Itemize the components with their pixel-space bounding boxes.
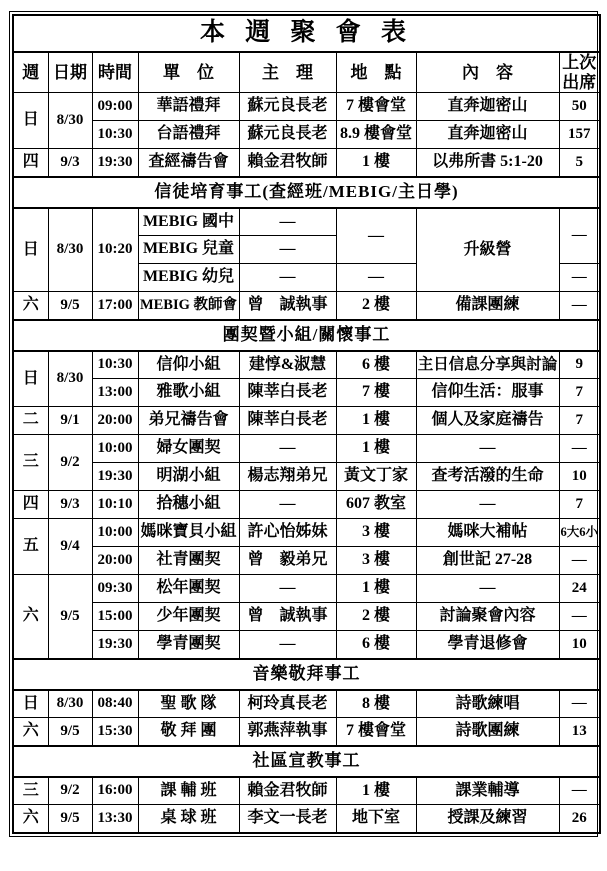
cell-unit: 華語禮拜 bbox=[138, 93, 239, 121]
section-title: 音樂敬拜事工 bbox=[13, 659, 600, 690]
cell-unit: 課 輔 班 bbox=[138, 777, 239, 805]
section-title: 團契暨小組/關懷事工 bbox=[13, 320, 600, 351]
cell-unit: 婦女團契 bbox=[138, 435, 239, 463]
section-row bbox=[13, 746, 600, 777]
table-row bbox=[13, 292, 600, 320]
cell-date: 9/2 bbox=[48, 435, 92, 491]
cell-date: 8/30 bbox=[48, 690, 92, 718]
cell-time: 19:30 bbox=[92, 149, 138, 177]
cell-place: 7 樓會堂 bbox=[336, 718, 416, 746]
section-title: 信徒培育事工(查經班/MEBIG/主日學) bbox=[13, 177, 600, 208]
cell-content: — bbox=[416, 575, 559, 603]
table-row bbox=[13, 463, 600, 491]
cell-time: 19:30 bbox=[92, 631, 138, 659]
cell-date: 8/30 bbox=[48, 208, 92, 292]
cell-place: 1 樓 bbox=[336, 777, 416, 805]
cell-place: 6 樓 bbox=[336, 631, 416, 659]
cell-leader: 賴金君牧師 bbox=[239, 149, 336, 177]
cell-time: 20:00 bbox=[92, 407, 138, 435]
cell-attendance: — bbox=[559, 690, 600, 718]
table-row bbox=[13, 718, 600, 746]
cell-date: 9/3 bbox=[48, 149, 92, 177]
table-row bbox=[13, 777, 600, 805]
cell-time: 10:30 bbox=[92, 121, 138, 149]
col-header-leader: 主 理 bbox=[239, 52, 336, 93]
cell-leader: 許心怡姊妹 bbox=[239, 519, 336, 547]
cell-unit: 松年團契 bbox=[138, 575, 239, 603]
cell-unit: MEBIG 教師會 bbox=[138, 292, 239, 320]
cell-time: 16:00 bbox=[92, 777, 138, 805]
cell-attendance: 5 bbox=[559, 149, 600, 177]
cell-leader: 曾 誠執事 bbox=[239, 603, 336, 631]
cell-place: 607 教室 bbox=[336, 491, 416, 519]
cell-unit: 桌 球 班 bbox=[138, 805, 239, 833]
cell-time: 13:00 bbox=[92, 379, 138, 407]
cell-leader: 賴金君牧師 bbox=[239, 777, 336, 805]
section-row bbox=[13, 177, 600, 208]
cell-place: 8 樓 bbox=[336, 690, 416, 718]
schedule-sheet bbox=[9, 11, 598, 837]
cell-unit: 台語禮拜 bbox=[138, 121, 239, 149]
table-row bbox=[13, 603, 600, 631]
cell-unit: 社青團契 bbox=[138, 547, 239, 575]
cell-unit: 查經禱告會 bbox=[138, 149, 239, 177]
section-title: 社區宣教事工 bbox=[13, 746, 600, 777]
cell-time: 08:40 bbox=[92, 690, 138, 718]
cell-leader: — bbox=[239, 208, 336, 236]
cell-week: 四 bbox=[13, 491, 48, 519]
cell-content: — bbox=[416, 435, 559, 463]
cell-unit: MEBIG 幼兒 bbox=[138, 264, 239, 292]
weekly-meeting-table bbox=[12, 14, 601, 834]
cell-leader: 陳莘白長老 bbox=[239, 379, 336, 407]
cell-week: 四 bbox=[13, 149, 48, 177]
table-row bbox=[13, 491, 600, 519]
cell-week: 六 bbox=[13, 718, 48, 746]
cell-leader: — bbox=[239, 264, 336, 292]
col-header-time: 時間 bbox=[92, 52, 138, 93]
cell-unit: 信仰小組 bbox=[138, 351, 239, 379]
cell-attendance: 26 bbox=[559, 805, 600, 833]
cell-date: 8/30 bbox=[48, 93, 92, 149]
col-header-attendance bbox=[559, 52, 600, 93]
cell-time: 19:30 bbox=[92, 463, 138, 491]
col-header-week: 週 bbox=[13, 52, 48, 93]
cell-attendance: 7 bbox=[559, 379, 600, 407]
cell-week: 日 bbox=[13, 93, 48, 149]
cell-time: 10:10 bbox=[92, 491, 138, 519]
cell-leader: 蘇元良長老 bbox=[239, 93, 336, 121]
cell-time: 17:00 bbox=[92, 292, 138, 320]
cell-place: 黃文丁家 bbox=[336, 463, 416, 491]
cell-date: 9/5 bbox=[48, 718, 92, 746]
cell-leader: 曾 誠執事 bbox=[239, 292, 336, 320]
cell-place: 8.9 樓會堂 bbox=[336, 121, 416, 149]
cell-content: 創世記 27-28 bbox=[416, 547, 559, 575]
col-header-unit: 單 位 bbox=[138, 52, 239, 93]
cell-place: 地下室 bbox=[336, 805, 416, 833]
cell-time: 10:00 bbox=[92, 435, 138, 463]
cell-date: 9/2 bbox=[48, 777, 92, 805]
cell-unit: MEBIG 國中 bbox=[138, 208, 239, 236]
cell-place: 6 樓 bbox=[336, 351, 416, 379]
cell-content: 個人及家庭禱告 bbox=[416, 407, 559, 435]
section-row bbox=[13, 320, 600, 351]
cell-time: 20:00 bbox=[92, 547, 138, 575]
cell-place: 2 樓 bbox=[336, 292, 416, 320]
cell-date: 8/30 bbox=[48, 351, 92, 407]
cell-week: 日 bbox=[13, 690, 48, 718]
title-row bbox=[13, 15, 600, 52]
cell-leader: — bbox=[239, 575, 336, 603]
cell-attendance: 7 bbox=[559, 491, 600, 519]
cell-unit: 媽咪寶貝小組 bbox=[138, 519, 239, 547]
cell-attendance: 7 bbox=[559, 407, 600, 435]
cell-content: — bbox=[416, 491, 559, 519]
cell-date: 9/5 bbox=[48, 805, 92, 833]
cell-leader: 建惇&淑慧 bbox=[239, 351, 336, 379]
table-row bbox=[13, 149, 600, 177]
cell-place: — bbox=[336, 208, 416, 264]
cell-week: 三 bbox=[13, 777, 48, 805]
cell-leader: 蘇元良長老 bbox=[239, 121, 336, 149]
cell-date: 9/1 bbox=[48, 407, 92, 435]
cell-content: 課業輔導 bbox=[416, 777, 559, 805]
cell-content: 查考活潑的生命 bbox=[416, 463, 559, 491]
cell-leader: 柯玲真長老 bbox=[239, 690, 336, 718]
cell-place: 7 樓 bbox=[336, 379, 416, 407]
col-header-place: 地 點 bbox=[336, 52, 416, 93]
cell-date: 9/5 bbox=[48, 292, 92, 320]
cell-content: 討論聚會內容 bbox=[416, 603, 559, 631]
cell-unit: 學青團契 bbox=[138, 631, 239, 659]
cell-time: 13:30 bbox=[92, 805, 138, 833]
cell-week: 日 bbox=[13, 351, 48, 407]
cell-attendance: 24 bbox=[559, 575, 600, 603]
cell-week: 二 bbox=[13, 407, 48, 435]
cell-unit: 聖 歌 隊 bbox=[138, 690, 239, 718]
cell-unit: 拾穗小組 bbox=[138, 491, 239, 519]
table-row bbox=[13, 379, 600, 407]
table-row bbox=[13, 407, 600, 435]
cell-time: 15:30 bbox=[92, 718, 138, 746]
cell-content: 備課團練 bbox=[416, 292, 559, 320]
cell-week: 六 bbox=[13, 805, 48, 833]
cell-place: 1 樓 bbox=[336, 149, 416, 177]
cell-attendance: 10 bbox=[559, 631, 600, 659]
cell-leader: — bbox=[239, 435, 336, 463]
cell-attendance: 6大6小 bbox=[559, 519, 600, 547]
col-header-attendance-line2: 出席 bbox=[562, 72, 597, 92]
schedule-body bbox=[13, 93, 600, 833]
cell-place: 7 樓會堂 bbox=[336, 93, 416, 121]
cell-content: 詩歌練唱 bbox=[416, 690, 559, 718]
cell-attendance: — bbox=[559, 547, 600, 575]
cell-place: 3 樓 bbox=[336, 547, 416, 575]
cell-attendance: 10 bbox=[559, 463, 600, 491]
cell-place: — bbox=[336, 264, 416, 292]
cell-date: 9/5 bbox=[48, 575, 92, 659]
col-header-date: 日期 bbox=[48, 52, 92, 93]
cell-attendance: — bbox=[559, 264, 600, 292]
cell-time: 15:00 bbox=[92, 603, 138, 631]
cell-attendance: — bbox=[559, 208, 600, 264]
cell-content: 學青退修會 bbox=[416, 631, 559, 659]
cell-week: 日 bbox=[13, 208, 48, 292]
cell-week: 五 bbox=[13, 519, 48, 575]
cell-content: 以弗所書 5:1-20 bbox=[416, 149, 559, 177]
section-row bbox=[13, 659, 600, 690]
cell-content: 媽咪大補帖 bbox=[416, 519, 559, 547]
cell-place: 1 樓 bbox=[336, 435, 416, 463]
cell-place: 3 樓 bbox=[336, 519, 416, 547]
col-header-attendance-line1: 上次 bbox=[562, 53, 597, 72]
cell-unit: 少年團契 bbox=[138, 603, 239, 631]
table-row bbox=[13, 690, 600, 718]
table-row bbox=[13, 547, 600, 575]
cell-date: 9/4 bbox=[48, 519, 92, 575]
cell-unit: 敬 拜 團 bbox=[138, 718, 239, 746]
column-header-row bbox=[13, 52, 600, 93]
table-row bbox=[13, 93, 600, 121]
cell-leader: 郭燕萍執事 bbox=[239, 718, 336, 746]
cell-attendance: — bbox=[559, 292, 600, 320]
cell-attendance: 9 bbox=[559, 351, 600, 379]
cell-unit: 雅歌小組 bbox=[138, 379, 239, 407]
cell-attendance: — bbox=[559, 603, 600, 631]
table-row bbox=[13, 351, 600, 379]
cell-unit: MEBIG 兒童 bbox=[138, 236, 239, 264]
cell-place: 2 樓 bbox=[336, 603, 416, 631]
cell-attendance: 157 bbox=[559, 121, 600, 149]
cell-attendance: 50 bbox=[559, 93, 600, 121]
cell-leader: 曾 毅弟兄 bbox=[239, 547, 336, 575]
table-row bbox=[13, 435, 600, 463]
cell-content: 直奔迦密山 bbox=[416, 93, 559, 121]
cell-leader: 李文一長老 bbox=[239, 805, 336, 833]
table-row bbox=[13, 805, 600, 833]
cell-time: 10:30 bbox=[92, 351, 138, 379]
cell-place: 1 樓 bbox=[336, 575, 416, 603]
cell-time: 09:00 bbox=[92, 93, 138, 121]
cell-leader: — bbox=[239, 236, 336, 264]
page-title: 本 週 聚 會 表 bbox=[13, 15, 600, 52]
cell-place: 1 樓 bbox=[336, 407, 416, 435]
cell-content: 主日信息分享與討論 bbox=[416, 351, 559, 379]
cell-week: 六 bbox=[13, 292, 48, 320]
cell-unit: 明湖小組 bbox=[138, 463, 239, 491]
cell-leader: — bbox=[239, 631, 336, 659]
cell-content: 信仰生活：服事 bbox=[416, 379, 559, 407]
cell-leader: 楊志翔弟兄 bbox=[239, 463, 336, 491]
cell-content: 升級營 bbox=[416, 208, 559, 292]
cell-content: 詩歌團練 bbox=[416, 718, 559, 746]
cell-time: 09:30 bbox=[92, 575, 138, 603]
cell-time: 10:20 bbox=[92, 208, 138, 292]
cell-date: 9/3 bbox=[48, 491, 92, 519]
cell-attendance: 13 bbox=[559, 718, 600, 746]
table-row bbox=[13, 208, 600, 236]
table-row bbox=[13, 575, 600, 603]
cell-attendance: — bbox=[559, 435, 600, 463]
table-row bbox=[13, 121, 600, 149]
cell-leader: — bbox=[239, 491, 336, 519]
cell-attendance: — bbox=[559, 777, 600, 805]
col-header-content: 內 容 bbox=[416, 52, 559, 93]
cell-content: 直奔迦密山 bbox=[416, 121, 559, 149]
table-row bbox=[13, 519, 600, 547]
cell-week: 六 bbox=[13, 575, 48, 659]
cell-unit: 弟兄禱告會 bbox=[138, 407, 239, 435]
cell-time: 10:00 bbox=[92, 519, 138, 547]
cell-leader: 陳莘白長老 bbox=[239, 407, 336, 435]
cell-week: 三 bbox=[13, 435, 48, 491]
cell-content: 授課及練習 bbox=[416, 805, 559, 833]
table-row bbox=[13, 631, 600, 659]
